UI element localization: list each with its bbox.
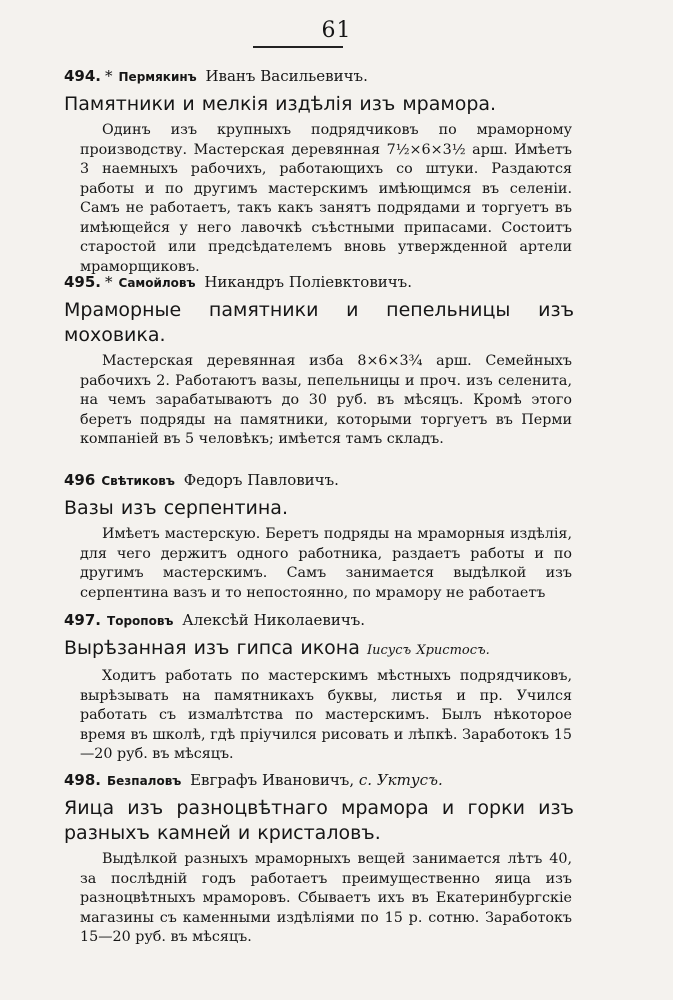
entry-surname: Свѣтиковъ <box>101 474 175 488</box>
entry-title: Вазы изъ серпентина. <box>64 497 288 519</box>
entry-given-name: Алексѣй Николаевичъ. <box>182 611 366 629</box>
entry-given-name: Федоръ Павловичъ. <box>183 471 339 489</box>
entry-heading <box>64 66 574 87</box>
entry-title-text: Вырѣзанная изъ гипса икона <box>64 637 360 659</box>
entry-body: Ходитъ работать по мастерскимъ мѣстныхъ подрядчиковъ, вырѣзывать на памятникахъ буквы, листья и пр. Учился работать съ измалѣтства по мастерскимъ. Былъ нѣкоторое время въ школѣ, гдѣ пріучился рисовать и лѣпкѣ. Заработокъ 15—20 руб. въ мѣсяцъ. <box>80 668 572 762</box>
entry-surname: Пермякинъ <box>118 70 197 84</box>
entry-number: 498. <box>64 771 102 789</box>
entry-heading <box>64 272 574 293</box>
entry-given-name: Евграфъ Ивановичъ, <box>190 771 355 789</box>
entry-marker: * <box>105 273 113 291</box>
header-rule <box>253 46 343 48</box>
entry-494 <box>64 66 574 277</box>
entry-title: Памятники и мелкія издѣлія изъ мрамора. <box>64 93 497 115</box>
entry-495 <box>64 272 574 450</box>
entry-given-name: Иванъ Васильевичъ. <box>205 67 368 85</box>
entry-heading <box>64 470 574 491</box>
entry-number: 494. <box>64 67 102 85</box>
entry-title: Мраморные памятники и пепельницы изъ моховика. <box>64 299 574 346</box>
entry-497 <box>64 610 574 765</box>
entry-body: Мастерская деревянная изба 8×6×3¾ арш. Семейныхъ рабочихъ 2. Работаютъ вазы, пепельницы и проч. изъ селенита, на чемъ зарабатываютъ до 30 руб. въ мѣсяцъ. Кромѣ этого беретъ подряды на памятники, которыми торгуетъ въ Перми компаніей въ 5 человѣкъ; имѣется тамъ складъ. <box>80 353 572 447</box>
entry-body: Одинъ изъ крупныхъ подрядчиковъ по мраморному производству. Мастерская деревянная 7½×6×3½ арш. Имѣетъ 3 наемныхъ рабочихъ, работающихъ со штуки. Раздаются работы и по другимъ мастерскимъ имѣющимся въ селеніи. Самъ не работаетъ, такъ какъ занятъ подрядами и торгуетъ въ имѣющейся у него лавочкѣ съѣстными припасами. Состоитъ старостой или предсѣдателемъ вновь утвержденной артели мраморщиковъ. <box>80 122 572 275</box>
entry-498 <box>64 770 574 948</box>
entry-496 <box>64 470 574 603</box>
entry-number: 495. <box>64 273 102 291</box>
entry-number: 497. <box>64 611 102 629</box>
entry-marker: * <box>105 67 113 85</box>
entry-body: Выдѣлкой разныхъ мраморныхъ вещей занимается лѣтъ 40, за послѣдній годъ работаетъ преимущественно яица изъ разноцвѣтныхъ мраморовъ. Сбываетъ ихъ въ Екатеринбургскіе магазины съ каменными издѣліями по 15 р. сотню. Заработокъ 15—20 руб. въ мѣсяцъ. <box>80 851 572 945</box>
entry-number: 496 <box>64 471 96 489</box>
entry-title-note: Іисусъ Христосъ. <box>366 643 490 658</box>
entry-given-name: Никандръ Поліевктовичъ. <box>204 273 412 291</box>
entry-surname: Самойловъ <box>118 276 196 290</box>
page-number: 61 <box>321 18 352 43</box>
entry-body: Имѣетъ мастерскую. Беретъ подряды на мраморныя издѣлія, для чего держитъ одного работника, раздаетъ работы и по другимъ мастерскимъ. Самъ занимается выдѣлкой изъ серпентина вазъ и то непостоянно, по мрамору не работаетъ <box>80 526 572 601</box>
entry-surname: Тороповъ <box>107 614 174 628</box>
entry-surname: Безпаловъ <box>107 774 182 788</box>
entry-title: Яица изъ разноцвѣтнаго мрамора и горки изъ разныхъ камней и кристаловъ. <box>64 797 574 844</box>
entry-place: с. Уктусъ. <box>358 771 443 789</box>
entry-heading <box>64 610 574 631</box>
entry-heading <box>64 770 574 791</box>
entry-title <box>64 636 574 663</box>
